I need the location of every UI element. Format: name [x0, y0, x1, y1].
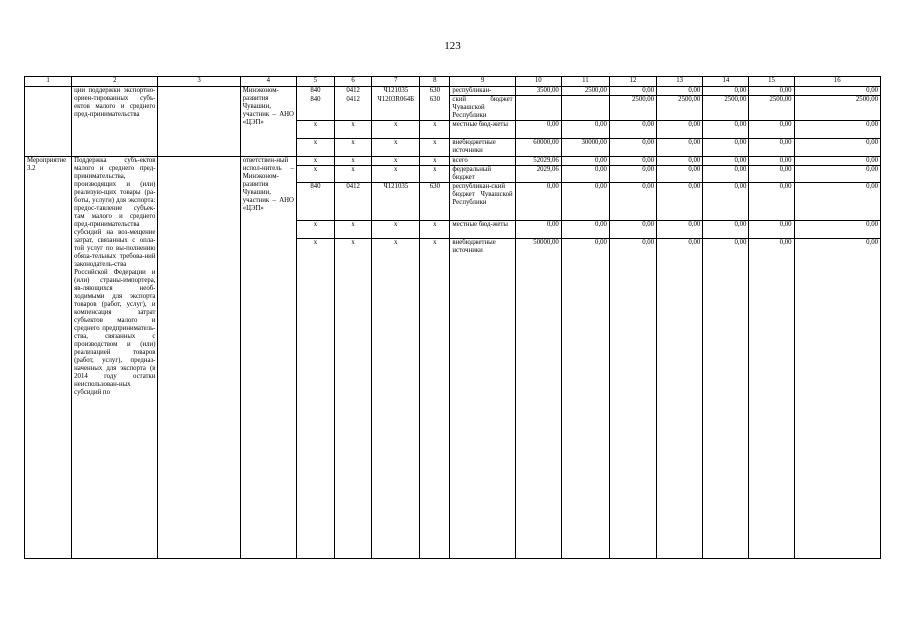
table-cell: 0,00	[561, 157, 609, 166]
table-cell: 2500,00	[561, 87, 609, 96]
table-cell: x	[296, 157, 334, 166]
table-cell: 630	[420, 96, 450, 121]
table-cell: 0,00	[749, 239, 794, 559]
table-cell: Ч121035	[372, 183, 420, 221]
table-cell: 0,00	[703, 239, 749, 559]
table-cell: 0,00	[609, 183, 656, 221]
table-cell: внебюджетные источники	[450, 239, 515, 559]
table-cell: 0412	[335, 183, 372, 221]
table-cell: 2500,00	[749, 96, 794, 121]
table-cell: x	[420, 121, 450, 139]
table-cell: x	[420, 157, 450, 166]
table-cell: местные бюд-жеты	[450, 121, 515, 139]
table-cell: 840	[296, 96, 334, 121]
table-cell: x	[420, 239, 450, 559]
column-header-13: 13	[657, 77, 703, 87]
table-cell: x	[372, 157, 420, 166]
table-cell: 0,00	[749, 183, 794, 221]
table-cell: 2500,00	[794, 96, 880, 121]
table-cell: x	[296, 139, 334, 157]
column-header-2: 2	[72, 77, 158, 87]
table-cell: 630	[420, 183, 450, 221]
table-cell: 0,00	[703, 221, 749, 239]
table-cell: x	[296, 166, 334, 183]
table-cell: 0,00	[657, 121, 703, 139]
block1-col4-cell: Минэконом-развития Чувашии, участник – АНО «ЦЭП»	[240, 87, 296, 157]
table-cell: 0,00	[657, 239, 703, 559]
table-cell: 0412	[335, 87, 372, 96]
table-cell: 0,00	[609, 121, 656, 139]
table-cell: внебюджетные источники	[450, 139, 515, 157]
table-cell: 2500,00	[609, 96, 656, 121]
table-cell: 0,00	[703, 121, 749, 139]
table-cell: 2500,00	[703, 96, 749, 121]
table-cell	[515, 96, 561, 121]
table-cell: 630	[420, 87, 450, 96]
page-number: 123	[444, 40, 461, 52]
table-cell: 0,00	[794, 183, 880, 221]
table-cell: 0,00	[561, 121, 609, 139]
column-header-11: 11	[561, 77, 609, 87]
table-cell: 0412	[335, 96, 372, 121]
block1-col3-cell	[158, 87, 240, 157]
table-cell: x	[335, 221, 372, 239]
column-header-9: 9	[450, 77, 515, 87]
column-header-14: 14	[703, 77, 749, 87]
table-cell: x	[420, 139, 450, 157]
table-cell: 0,00	[561, 183, 609, 221]
column-header-12: 12	[609, 77, 656, 87]
table-row	[25, 87, 881, 96]
table-cell: x	[372, 139, 420, 157]
block2-col3-cell	[158, 157, 240, 559]
table-cell: x	[335, 139, 372, 157]
table-cell: 3500,00	[515, 87, 561, 96]
column-header-15: 15	[749, 77, 794, 87]
table-cell: 0,00	[794, 239, 880, 559]
table-cell: 0,00	[749, 121, 794, 139]
table-cell: 60000,00	[515, 139, 561, 157]
block2-col1-cell: Мероприятие 3.2	[25, 157, 72, 559]
table-cell: ский бюджет Чувашской Республики	[450, 96, 515, 121]
table-cell: x	[372, 239, 420, 559]
column-header-4: 4	[240, 77, 296, 87]
table-cell: местные бюд-жеты	[450, 221, 515, 239]
table-cell: 0,00	[609, 166, 656, 183]
table-cell: x	[296, 239, 334, 559]
column-header-8: 8	[420, 77, 450, 87]
table-cell: x	[372, 121, 420, 139]
table-cell: 840	[296, 87, 334, 96]
table-cell: x	[420, 221, 450, 239]
table-cell: 0,00	[749, 157, 794, 166]
table-cell: всего	[450, 157, 515, 166]
table-cell: 0,00	[609, 221, 656, 239]
table-cell: 0,00	[609, 87, 656, 96]
table-cell: 0,00	[561, 221, 609, 239]
table-cell: 0,00	[703, 139, 749, 157]
column-header-6: 6	[335, 77, 372, 87]
table-cell: x	[335, 157, 372, 166]
table-cell: 0,00	[657, 183, 703, 221]
table-cell: 2500,00	[657, 96, 703, 121]
table-cell: 0,00	[794, 166, 880, 183]
table-cell: 0,00	[515, 121, 561, 139]
table-cell: 0,00	[657, 221, 703, 239]
table-cell: 0,00	[515, 183, 561, 221]
table-cell: 0,00	[657, 166, 703, 183]
table-cell: 52029,06	[515, 157, 561, 166]
table-cell: x	[335, 121, 372, 139]
table-cell: 0,00	[749, 139, 794, 157]
column-header-10: 10	[515, 77, 561, 87]
table-cell: 0,00	[703, 157, 749, 166]
table-cell	[561, 96, 609, 121]
table-cell: 0,00	[749, 166, 794, 183]
table-cell: x	[372, 166, 420, 183]
table-cell: x	[296, 121, 334, 139]
table-row	[25, 157, 881, 166]
table-cell: Ч121035	[372, 87, 420, 96]
table-cell: 0,00	[609, 157, 656, 166]
table-cell: 0,00	[657, 139, 703, 157]
table-cell: 0,00	[749, 87, 794, 96]
table-cell: x	[335, 166, 372, 183]
table-cell: 0,00	[749, 221, 794, 239]
table-cell: 0,00	[609, 239, 656, 559]
column-header-3: 3	[158, 77, 240, 87]
table-cell: x	[372, 221, 420, 239]
table-cell: Ч1203R064Б	[372, 96, 420, 121]
column-header-7: 7	[372, 77, 420, 87]
table-cell: 0,00	[794, 157, 880, 166]
table-cell: 0,00	[657, 157, 703, 166]
table-cell: x	[420, 166, 450, 183]
table-cell: 0,00	[561, 239, 609, 559]
table-cell: 0,00	[609, 139, 656, 157]
table-cell: республикан-ский бюджет Чувашской Республики	[450, 183, 515, 221]
table-cell: 0,00	[794, 139, 880, 157]
block1-col2-cell: ции поддержки экспортно-ориен-тированных субъ-ектов малого и среднего пред-принимательства	[72, 87, 158, 157]
table-cell: x	[335, 239, 372, 559]
column-header-16: 16	[794, 77, 880, 87]
table-cell: 0,00	[703, 87, 749, 96]
table-cell: 50000,00	[515, 239, 561, 559]
table-cell: 2029,06	[515, 166, 561, 183]
column-header-5: 5	[296, 77, 334, 87]
column-header-1: 1	[25, 77, 72, 87]
table-cell: 0,00	[515, 221, 561, 239]
table-cell: 0,00	[657, 87, 703, 96]
table-cell: 0,00	[561, 166, 609, 183]
table-cell: 0,00	[703, 166, 749, 183]
table-cell: республикан-	[450, 87, 515, 96]
table-cell: x	[296, 221, 334, 239]
table-cell: федеральный бюджет	[450, 166, 515, 183]
table-cell: 0,00	[703, 183, 749, 221]
table-cell: 30000,00	[561, 139, 609, 157]
block2-col4-cell: ответствен-ный испол-нитель – Минэконом-развития Чувашии, участник – АНО «ЦЭП»	[240, 157, 296, 559]
block1-col1-cell	[25, 87, 72, 157]
table-cell: 0,00	[794, 221, 880, 239]
block2-col2-cell: Поддержка субъ-ектов малого и среднего пред-принимательства, производящих и (или) реализую-щих товары (ра-боты, услуги) для экспорта: предос-тавление субъек-там малого и среднего пред-принимательства субсидий на воз-мещение затрат, связанных с опла-той услуг по вы-полнению обяза-тельных требова-ний законодатель-ства Российской Федерации и (или) страны-импортера, яв-ляющихся необ-ходимыми для экспорта товаров (работ, услуг), и компенсация затрат субъектов малого и среднего предприниматель-ства, связанных с производством и (или) реализацией товаров (работ, услуг), предназ-наченных для экспорта (в 2014 году остатки неиспользован-ных субсидий по	[72, 157, 158, 559]
table-cell: 0,00	[794, 121, 880, 139]
budget-table	[24, 76, 881, 559]
column-number-row	[25, 77, 881, 87]
table-cell: 840	[296, 183, 334, 221]
table-cell: 0,00	[794, 87, 880, 96]
